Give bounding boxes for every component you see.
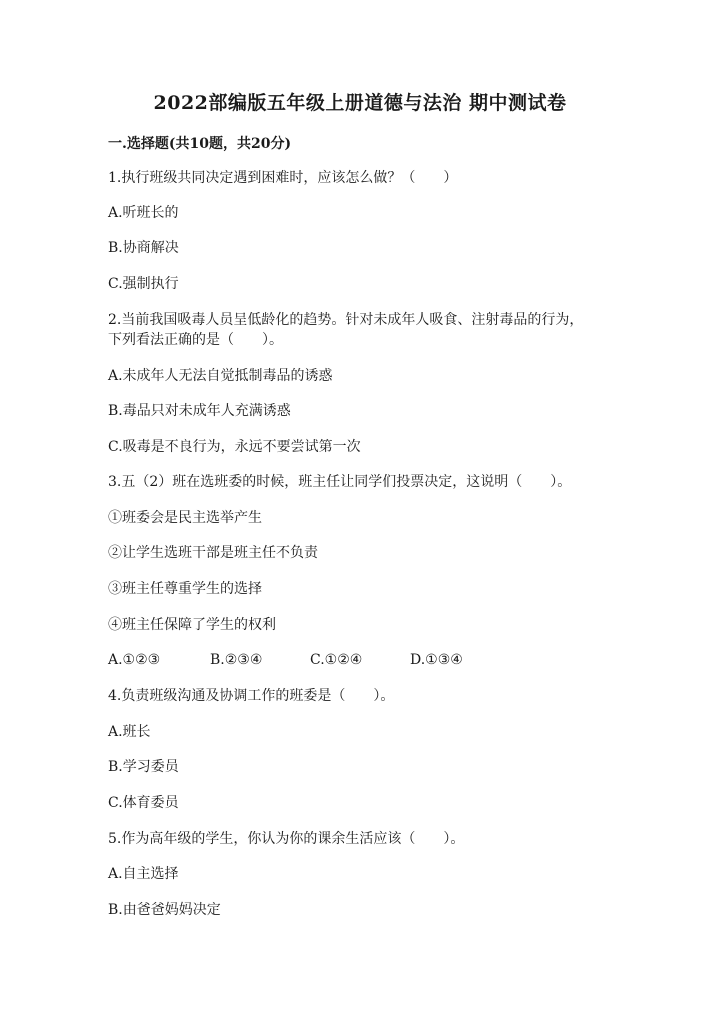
question-3-statement-4: ④班主任保障了学生的权利 — [108, 617, 276, 633]
question-3-options-row — [108, 650, 463, 670]
question-1-option-a: A.听班长的 — [108, 205, 179, 221]
question-3-option-a: A.①②③ — [108, 652, 161, 668]
question-4-option-c: C.体育委员 — [108, 795, 179, 811]
question-4-option-b: B.学习委员 — [108, 759, 179, 775]
question-5-option-b: B.由爸爸妈妈决定 — [108, 902, 221, 918]
question-3-statement-1: ①班委会是民主选举产生 — [108, 510, 262, 526]
question-3-stem: 3.五（2）班在选班委的时候，班主任让同学们投票决定，这说明（ ）。 — [108, 474, 572, 490]
question-5-stem: 5.作为高年级的学生，你认为你的课余生活应该（ ）。 — [108, 831, 465, 847]
question-2-option-c: C.吸毒是不良行为，永远不要尝试第一次 — [108, 439, 361, 455]
question-3-option-c: C.①②④ — [310, 652, 363, 668]
question-1-option-b: B.协商解决 — [108, 240, 179, 256]
question-1-stem: 1.执行班级共同决定遇到困难时，应该怎么做？（ ） — [108, 170, 458, 186]
exam-title: 2022部编版五年级上册道德与法治 期中测试卷 — [153, 92, 567, 114]
question-2-stem-line1: 2.当前我国吸毒人员呈低龄化的趋势。针对未成年人吸食、注射毒品的行为， — [108, 312, 584, 328]
question-5-option-a: A.自主选择 — [108, 866, 179, 882]
question-2-option-b: B.毒品只对未成年人充满诱惑 — [108, 403, 291, 419]
section-heading: 一.选择题(共10题，共20分) — [108, 136, 292, 152]
question-1-option-c: C.强制执行 — [108, 276, 179, 292]
question-3-option-d: D.①③④ — [410, 652, 463, 668]
question-4-stem: 4.负责班级沟通及协调工作的班委是（ ）。 — [108, 688, 395, 704]
question-2-stem-line2: 下列看法正确的是（ ）。 — [108, 332, 283, 348]
question-4-option-a: A.班长 — [108, 724, 151, 740]
question-3-statement-3: ③班主任尊重学生的选择 — [108, 581, 262, 597]
question-2-option-a: A.未成年人无法自觉抵制毒品的诱惑 — [108, 368, 333, 384]
question-3-statement-2: ②让学生选班干部是班主任不负责 — [108, 545, 318, 561]
question-3-option-b: B.②③④ — [210, 652, 263, 668]
